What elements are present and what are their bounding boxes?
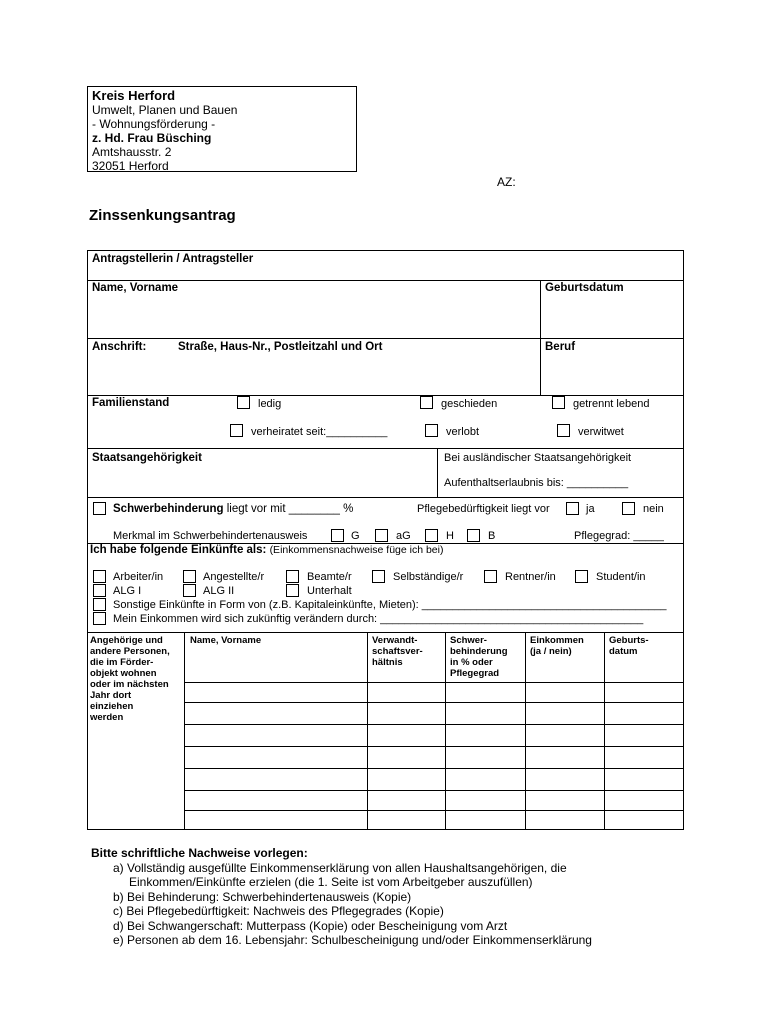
checkbox-other-income[interactable] — [93, 598, 106, 611]
option-single: ledig — [258, 398, 282, 410]
household-table — [87, 632, 684, 830]
checkbox-separated[interactable] — [552, 396, 565, 409]
checkbox-income-change[interactable] — [93, 612, 106, 625]
col-disability: Schwer- behinderung in % oder Pflegegrad — [450, 635, 508, 679]
note-b: b) Bei Behinderung: Schwerbehindertenausweis (Kopie) — [113, 889, 412, 904]
mark-h-label: H — [446, 530, 454, 542]
care-grade-label: Pflegegrad: _____ — [574, 530, 664, 542]
required-documents — [91, 846, 592, 948]
divider — [87, 448, 684, 449]
income-heading: Ich habe folgende Einkünfte als: (Einkommensnachweise füge ich bei) — [90, 544, 444, 556]
job-label: Beruf — [545, 341, 576, 353]
note-a: a) Vollständig ausgefüllte Einkommenserklärung von allen Haushaltsangehörigen, die — [113, 860, 567, 875]
checkbox-maintenance[interactable] — [286, 584, 299, 597]
checkbox-self-employed[interactable] — [372, 570, 385, 583]
address-detail-label: Straße, Haus-Nr., Postleitzahl und Ort — [178, 341, 383, 353]
divider — [87, 395, 684, 396]
checkbox-divorced[interactable] — [420, 396, 433, 409]
income-maintenance: Unterhalt — [307, 585, 352, 597]
household-side-label: Angehörige und andere Personen, die im Förder- objekt wohnen oder im nächsten Jahr dort einziehen werden — [90, 635, 170, 723]
divider — [87, 497, 684, 498]
checkbox-care-no[interactable] — [622, 502, 635, 515]
residence-permit-label: Aufenthaltserlaubnis bis: __________ — [444, 477, 629, 489]
checkbox-mark-g[interactable] — [331, 529, 344, 542]
checkbox-pensioner[interactable] — [484, 570, 497, 583]
checkbox-employee[interactable] — [183, 570, 196, 583]
checkbox-disability[interactable] — [93, 502, 106, 515]
option-married: verheiratet seit:__________ — [251, 426, 388, 438]
mark-g-label: G — [351, 530, 360, 542]
address-box — [87, 86, 357, 172]
divider — [540, 280, 541, 395]
note-d: d) Bei Schwangerschaft: Mutterpass (Kopie) oder Bescheinigung vom Arzt — [113, 918, 508, 933]
checkbox-worker[interactable] — [93, 570, 106, 583]
address-label: Anschrift: — [92, 341, 147, 353]
name-label: Name, Vorname — [92, 282, 179, 294]
checkbox-student[interactable] — [575, 570, 588, 583]
income-alg1: ALG I — [113, 585, 142, 597]
option-widowed: verwitwet — [578, 426, 624, 438]
col-birthdate: Geburts- datum — [609, 635, 649, 657]
page-title: Zinssenkungsantrag — [89, 207, 236, 224]
checkbox-widowed[interactable] — [557, 424, 570, 437]
citizenship-label: Staatsangehörigkeit — [92, 452, 202, 464]
col-name: Name, Vorname — [190, 635, 262, 646]
col-income: Einkommen (ja / nein) — [530, 635, 584, 657]
care-yes-label: ja — [586, 503, 595, 515]
care-need-label: Pflegebedürftigkeit liegt vor — [417, 503, 550, 515]
option-divorced: geschieden — [441, 398, 498, 410]
checkbox-mark-h[interactable] — [425, 529, 438, 542]
divider — [87, 280, 684, 281]
checkbox-alg1[interactable] — [93, 584, 106, 597]
foreign-citizenship-label: Bei ausländischer Staatsangehörigkeit — [444, 452, 632, 464]
income-pensioner: Rentner/in — [505, 571, 556, 583]
checkbox-mark-b[interactable] — [467, 529, 480, 542]
checkbox-engaged[interactable] — [425, 424, 438, 437]
care-no-label: nein — [643, 503, 664, 515]
notes-heading: Bitte schriftliche Nachweise vorlegen: — [91, 846, 308, 860]
divider — [437, 448, 438, 497]
note-a-cont: Einkommen/Einkünfte erzielen (die 1. Seite ist vom Arbeitgeber auszufüllen) — [129, 875, 533, 889]
income-employee: Angestellte/r — [203, 571, 265, 583]
checkbox-married[interactable] — [230, 424, 243, 437]
mark-ag-label: aG — [396, 530, 411, 542]
section-heading-applicant: Antragstellerin / Antragsteller — [92, 253, 254, 265]
income-student: Student/in — [596, 571, 646, 583]
address-line: z. Hd. Frau Büsching — [92, 131, 212, 145]
address-line: Umwelt, Planen und Bauen — [92, 103, 238, 117]
income-worker: Arbeiter/in — [113, 571, 164, 583]
option-engaged: verlobt — [446, 426, 480, 438]
note-c: c) Bei Pflegebedürftigkeit: Nachweis des Pflegegrades (Kopie) — [113, 904, 444, 918]
checkbox-civil-servant[interactable] — [286, 570, 299, 583]
disability-marks-label: Merkmal im Schwerbehindertenausweis — [113, 530, 308, 542]
income-alg2: ALG II — [203, 585, 235, 597]
checkbox-single[interactable] — [237, 396, 250, 409]
income-civil-servant: Beamte/r — [307, 571, 352, 583]
note-e: e) Personen ab dem 16. Lebensjahr: Schulbescheinigung und/oder Einkommenserklärung — [113, 933, 592, 947]
address-line: 32051 Herford — [92, 159, 169, 173]
income-change: Mein Einkommen wird sich zukünftig verändern durch: ___________________________________________ — [113, 613, 644, 625]
disability-label: Schwerbehinderung liegt vor mit ________ % — [113, 503, 354, 515]
checkbox-mark-ag[interactable] — [375, 529, 388, 542]
birth-label: Geburtsdatum — [545, 282, 624, 294]
marital-label: Familienstand — [92, 397, 170, 409]
address-title: Kreis Herford — [92, 88, 176, 103]
divider — [87, 338, 684, 339]
checkbox-alg2[interactable] — [183, 584, 196, 597]
mark-b-label: B — [488, 530, 496, 542]
income-self-employed: Selbständige/r — [393, 571, 464, 583]
option-separated: getrennt lebend — [573, 398, 650, 410]
income-other: Sonstige Einkünfte in Form von (z.B. Kapitaleinkünfte, Mieten): ________________________________________ — [113, 599, 667, 611]
col-relationship: Verwandt- schaftsver- hältnis — [372, 635, 423, 668]
address-line: Amtshausstr. 2 — [92, 145, 172, 159]
az-label: AZ: — [497, 175, 516, 189]
checkbox-care-yes[interactable] — [566, 502, 579, 515]
address-line: - Wohnungsförderung - — [92, 117, 216, 131]
